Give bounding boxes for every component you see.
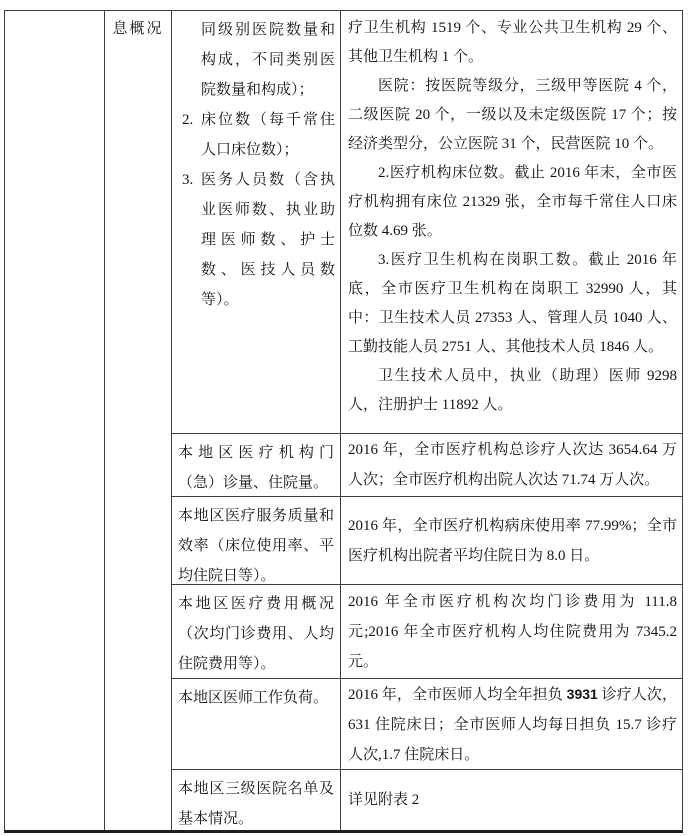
table-row-physician-workload xyxy=(171,678,682,769)
table-row-tertiary-hospitals xyxy=(171,769,682,830)
medical-expense-text: 2016 年全市医疗机构次均门诊费用为 111.8 元;2016 年全市医疗机构人均住院费用为 7345.2 元。 xyxy=(348,593,677,670)
criteria-item-2 xyxy=(182,105,335,165)
overview-text-cell xyxy=(341,11,682,433)
visit-volume-text: 2016 年，全市医疗机构总诊疗人次达 3654.64 万人次；全市医疗机构出院人次达 71.74 万人次。 xyxy=(348,442,677,488)
physician-workload-text-post: 诊疗人次，631 住院床日；全市医师人均每日担负 15.7 诊疗人次,1.7 住院床日。 xyxy=(348,686,677,763)
tertiary-hospitals-text: 详见附表 2 xyxy=(348,792,420,808)
table-row-visit-volume xyxy=(171,433,682,496)
physician-workload-annual-visits-number: 3931 xyxy=(566,685,598,702)
table-row-service-quality xyxy=(171,496,682,584)
medical-expense-content xyxy=(341,585,682,678)
physician-workload-label: 本地区医师工作负荷。 xyxy=(178,690,329,706)
service-quality-label: 本地区医疗服务质量和效率（床位使用率、平均住院日等）。 xyxy=(178,508,334,584)
overview-paragraph-2: 医院：按医院等级分，三级甲等医院 4 个，二级医院 20 个，一级以及未定级医院 17 个；按经济类型分，公立医院 31 个，民营医院 10 个。 xyxy=(348,78,677,152)
criteria-item-2-text: 床位数（每千常住人口床位数）； xyxy=(201,112,335,158)
criteria-list-cell xyxy=(171,11,341,433)
tertiary-hospitals-content xyxy=(341,770,682,830)
criteria-item-3-text: 医务人员数（含执业医师数、执业助理医师数、护士数、医技人员数等）。 xyxy=(201,172,335,308)
table-row-medical-expense xyxy=(171,584,682,678)
physician-workload-text xyxy=(348,679,677,770)
service-quality-text: 2016 年，全市医疗机构病床使用率 77.99%；全市医疗机构出院者平均住院日为 8.0 日。 xyxy=(348,517,677,564)
overview-paragraph-3: 2.医疗机构床位数。截止 2016 年末，全市医疗机构拥有床位 21329 张，全市每千常住人口床位数 4.69 张。 xyxy=(348,165,677,239)
overview-paragraph-1: 疗卫生机构 1519 个、专业公共卫生机构 29 个、其他卫生机构 1 个。 xyxy=(348,20,677,65)
criteria-item-3-number: 3. xyxy=(182,172,194,188)
service-quality-content xyxy=(341,497,682,584)
tertiary-hospitals-label: 本地区三级医院名单及基本情况。 xyxy=(178,781,334,827)
column-divider-1 xyxy=(104,11,105,830)
overview-paragraph-4: 3.医疗卫生机构在岗职工数。截止 2016 年底，全市医疗卫生机构在岗职工 32990 人，其中：卫生技术人员 27353 人、管理人员 1040 人、工勤技能人员 2751 人、其他技术人员 1846 人。 xyxy=(348,252,677,355)
row-header-partial-label: 息概况 xyxy=(112,21,164,37)
criteria-item-2-number: 2. xyxy=(182,112,194,128)
physician-workload-content xyxy=(341,679,682,769)
medical-expense-label: 本地区医疗费用概况（次均门诊费用、人均住院费用等）。 xyxy=(178,596,334,672)
physician-workload-text-pre: 2016 年，全市医师人均全年担负 xyxy=(348,686,567,703)
overview-paragraph-5: 卫生技术人员中，执业（助理）医师 9298 人，注册护士 11892 人。 xyxy=(348,368,677,413)
criteria-continuation-text: 同级别医院数量和构成，不同类别医院数量和构成）； xyxy=(201,22,335,98)
criteria-item-3 xyxy=(182,165,335,315)
table-row-overview xyxy=(171,11,682,433)
visit-volume-content xyxy=(341,434,682,496)
statistics-table xyxy=(4,10,683,833)
visit-volume-label: 本地区医疗机构门（急）诊量、住院量。 xyxy=(178,445,334,491)
